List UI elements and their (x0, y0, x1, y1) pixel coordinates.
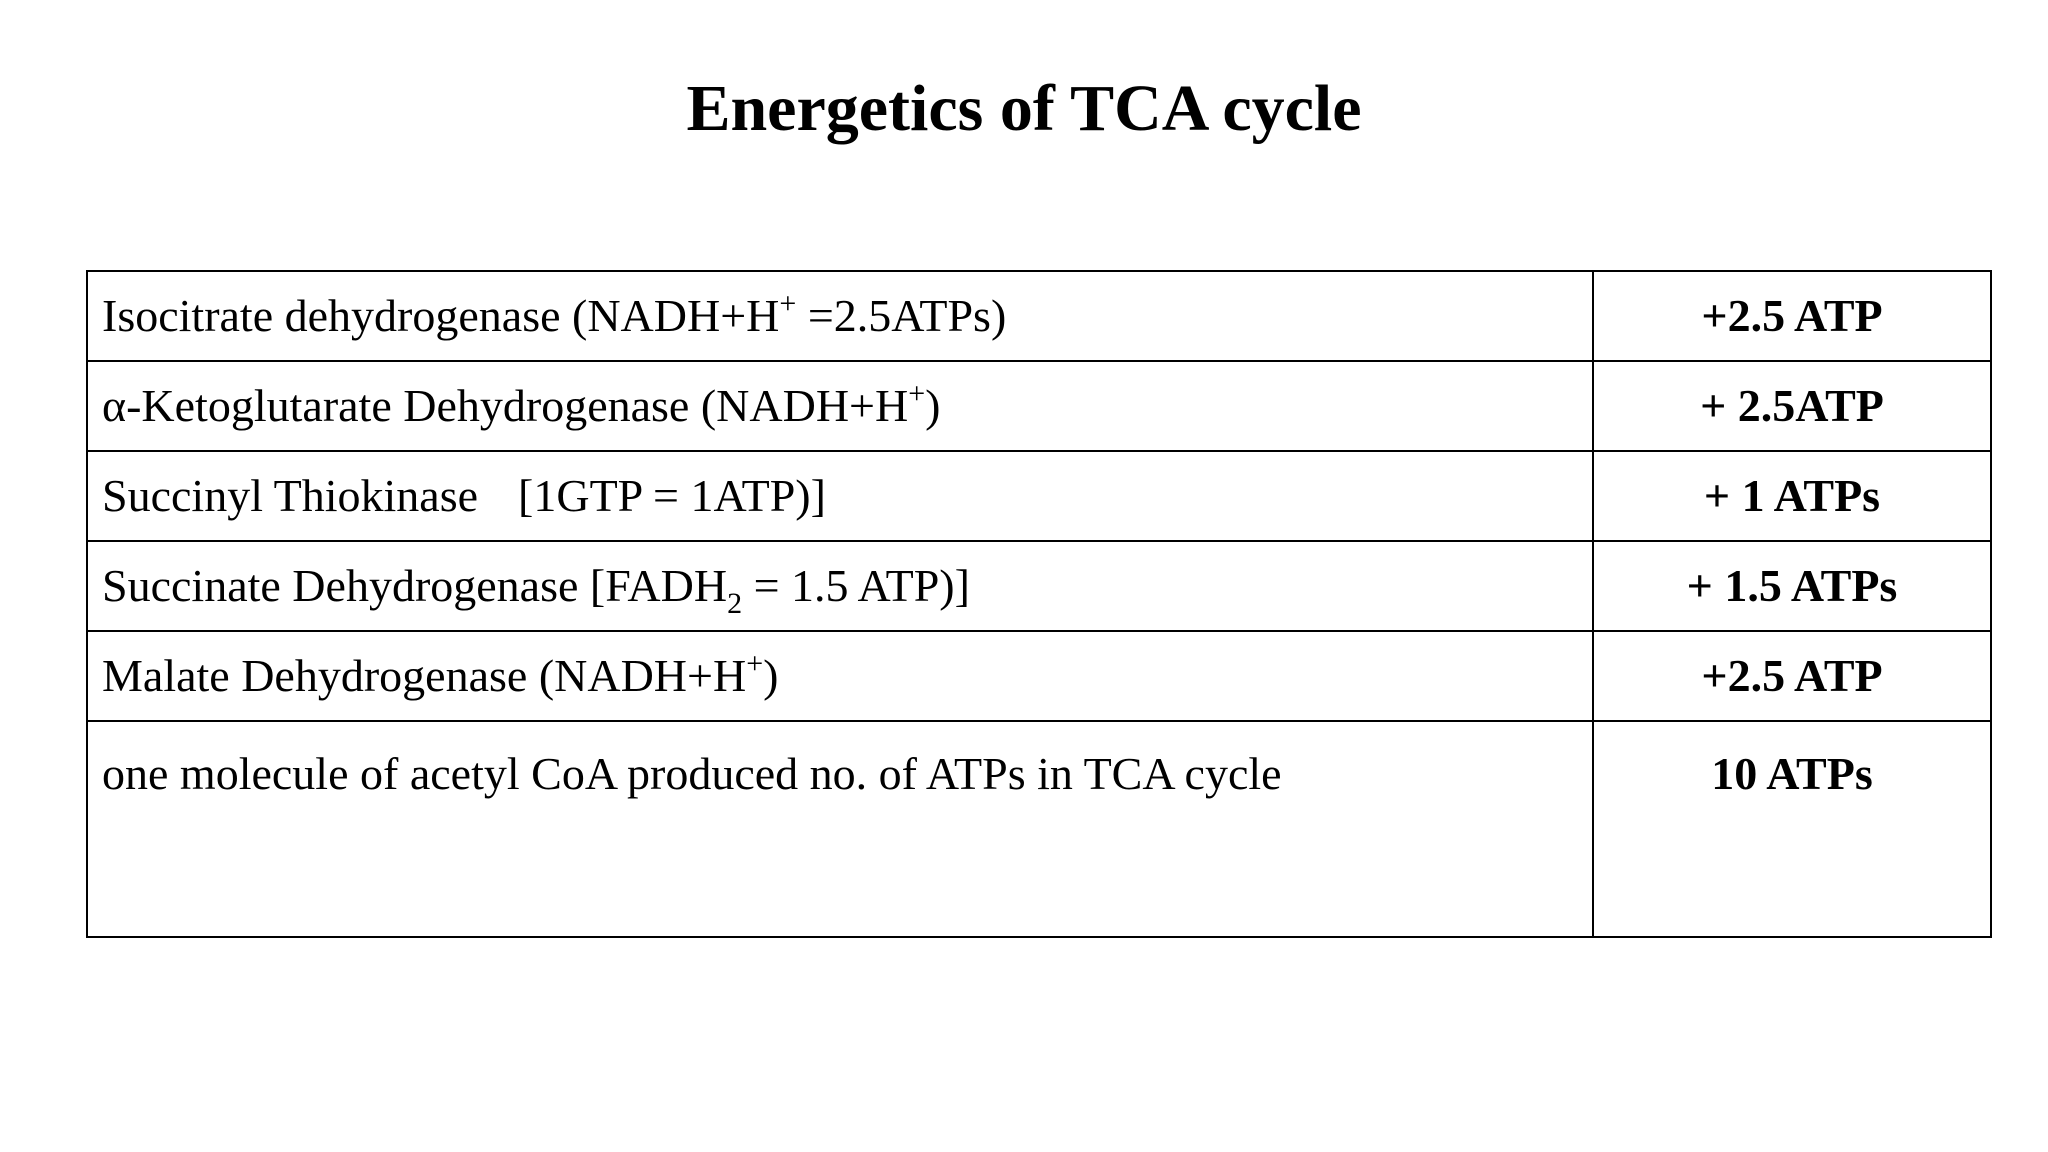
atp-yield-cell: +2.5 ATP (1593, 271, 1991, 361)
subscript: 2 (727, 587, 743, 620)
superscript: + (746, 647, 764, 680)
superscript: + (779, 287, 797, 320)
table-row (87, 541, 1991, 631)
page-title: Energetics of TCA cycle (686, 72, 1362, 145)
enzyme-cell: Succinate Dehydrogenase [$FADH_2 = 1.5$ ATP)] (87, 541, 1593, 631)
atp-yield-cell: + 1 ATPs (1593, 451, 1991, 541)
table-row (87, 451, 1991, 541)
total-atp-cell: 10 ATPs (1593, 721, 1991, 937)
enzyme-cell: Malate Dehydrogenase (NADH+H+) (87, 631, 1593, 721)
superscript: + (908, 377, 926, 410)
enzyme-cell: Succinyl Thiokinase [1GTP = 1ATP)] (87, 451, 1593, 541)
enzyme-cell: Isocitrate dehydrogenase (NADH+H+ =2.5ATPs) (87, 271, 1593, 361)
enzyme-cell: α-Ketoglutarate Dehydrogenase (NADH+H+) (87, 361, 1593, 451)
table-row (87, 361, 1991, 451)
total-description-cell: one molecule of acetyl CoA produced no. of ATPs in TCA cycle (87, 721, 1593, 937)
atp-yield-cell: + 2.5ATP (1593, 361, 1991, 451)
table-row (87, 271, 1991, 361)
atp-yield-cell: + 1.5 ATPs (1593, 541, 1991, 631)
atp-yield-cell: +2.5 ATP (1593, 631, 1991, 721)
table-row (87, 631, 1991, 721)
table-row-total (87, 721, 1991, 937)
energetics-table (86, 270, 1992, 938)
